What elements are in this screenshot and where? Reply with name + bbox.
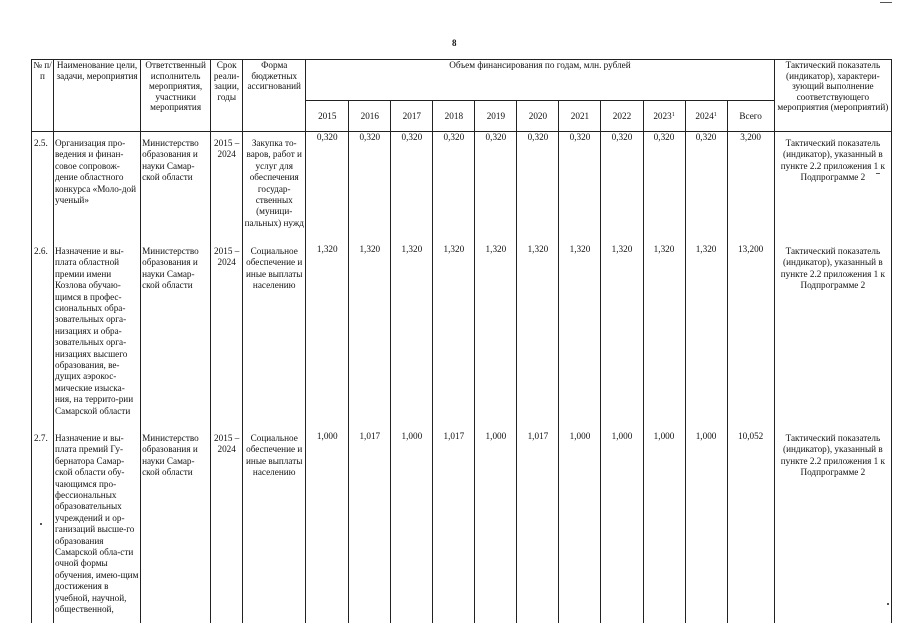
header-name: Наименование цели, задачи, мероприятия <box>54 60 141 132</box>
row-value: 1,320 <box>643 244 685 431</box>
row-executor: Министерство образования и науки Самар-ской области <box>141 431 211 623</box>
row-value: 1,000 <box>306 431 349 623</box>
row-value: 1,000 <box>559 431 601 623</box>
footnote-mark: 1 <box>713 111 717 118</box>
table-row <box>32 244 892 431</box>
row-number: 2.7. <box>32 431 54 623</box>
table-row <box>32 431 892 623</box>
header-funding: Объем финансирования по годам, млн. рублей <box>306 60 774 101</box>
header-year: 2022 <box>601 101 643 132</box>
row-executor: Министерство образования и науки Самар-ской области <box>141 132 211 245</box>
scan-mark <box>876 173 880 174</box>
row-value: 1,320 <box>601 244 643 431</box>
header-year: 2016 <box>349 101 391 132</box>
header-year: 2024$^1$ <box>685 101 727 132</box>
row-value: 0,320 <box>601 132 643 245</box>
row-value: 0,320 <box>517 132 559 245</box>
footnote-mark: 1 <box>671 111 675 118</box>
row-number: 2.6. <box>32 244 54 431</box>
row-indicator: Тактический показатель (индикатор), указанный в пункте 2.2 приложения 1 к Подпрограмме 2 <box>774 132 891 245</box>
row-indicator: Тактический показатель (индикатор), указанный в пункте 2.2 приложения 1 к Подпрограмме 2 <box>774 244 891 431</box>
header-year: 2023$^1$ <box>643 101 685 132</box>
row-period: 2015 – 2024 <box>211 431 243 623</box>
row-value: 13,200 <box>727 244 774 431</box>
row-value: 1,000 <box>391 431 433 623</box>
scan-mark <box>40 523 42 525</box>
row-name: Организация про-ведения и финан-совое сопровож-дение областного конкурса «Моло-дой ученый» <box>54 132 141 245</box>
row-value: 1,320 <box>685 244 727 431</box>
row-period: 2015 – 2024 <box>211 244 243 431</box>
row-value: 0,320 <box>391 132 433 245</box>
row-value: 0,320 <box>685 132 727 245</box>
row-value: 0,320 <box>433 132 475 245</box>
header-year: Всего <box>727 101 774 132</box>
row-value: 1,320 <box>559 244 601 431</box>
row-form: Закупка то-варов, работ и услуг для обеспечения государ-ственных (муници-пальных) нужд <box>243 132 306 245</box>
row-form: Социальное обеспечение и иные выплаты населению <box>243 431 306 623</box>
header-year: 2020 <box>517 101 559 132</box>
financing-table <box>31 59 892 623</box>
row-value: 3,200 <box>727 132 774 245</box>
row-value: 1,000 <box>475 431 517 623</box>
row-value: 0,320 <box>306 132 349 245</box>
row-name: Назначение и вы-плата областной премии имени Козлова обучаю-щимся в профес-сиональных обра-зовательных орга-низациях и обра-зовательных орга-низациях высшего образования, ве-дущих аэрокос-мические изыска-ния, на террито-рии Самарской области <box>54 244 141 431</box>
row-value: 1,017 <box>517 431 559 623</box>
row-form: Социальное обеспечение и иные выплаты населению <box>243 244 306 431</box>
row-value: 10,052 <box>727 431 774 623</box>
row-value: 1,320 <box>517 244 559 431</box>
row-value: 1,320 <box>349 244 391 431</box>
row-value: 1,017 <box>349 431 391 623</box>
row-value: 0,320 <box>475 132 517 245</box>
row-value: 1,320 <box>433 244 475 431</box>
header-year: 2019 <box>475 101 517 132</box>
row-value: 1,000 <box>643 431 685 623</box>
scan-mark <box>880 2 892 3</box>
header-num: № п/п <box>32 60 54 132</box>
row-executor: Министерство образования и науки Самар-ской области <box>141 244 211 431</box>
scan-mark <box>887 603 889 605</box>
row-value: 1,320 <box>475 244 517 431</box>
page-number: 8 <box>452 38 457 48</box>
row-number: 2.5. <box>32 132 54 245</box>
row-value: 1,000 <box>601 431 643 623</box>
header-year: 2021 <box>559 101 601 132</box>
row-value: 0,320 <box>349 132 391 245</box>
row-value: 1,017 <box>433 431 475 623</box>
row-name: Назначение и вы-плата премий Гу-бернатора Самар-ской области обу-чающимся про-фессиональных образовательных учреждений и ор-ганизаций высше-го образования Самарской обла-сти очной формы обучения, имею-щим достижения в учебной, научной, общественной, <box>54 431 141 623</box>
row-value: 1,000 <box>685 431 727 623</box>
header-form: Форма бюджетных ассигнований <box>243 60 306 132</box>
table-row <box>32 132 892 245</box>
row-value: 0,320 <box>643 132 685 245</box>
header-year: 2017 <box>391 101 433 132</box>
row-value: 0,320 <box>559 132 601 245</box>
header-executor: Ответственный исполнитель мероприятия, участники мероприятия <box>141 60 211 132</box>
row-period: 2015 – 2024 <box>211 132 243 245</box>
header-year: 2015 <box>306 101 349 132</box>
header-period: Срок реали-зации, годы <box>211 60 243 132</box>
row-indicator: Тактический показатель (индикатор), указанный в пункте 2.2 приложения 1 к Подпрограмме 2 <box>774 431 891 623</box>
row-value: 1,320 <box>306 244 349 431</box>
header-year: 2018 <box>433 101 475 132</box>
header-indicator: Тактический показатель (индикатор), характери-зующий выполнение соответствующего мероприятия (мероприятий) <box>774 60 891 132</box>
row-value: 1,320 <box>391 244 433 431</box>
